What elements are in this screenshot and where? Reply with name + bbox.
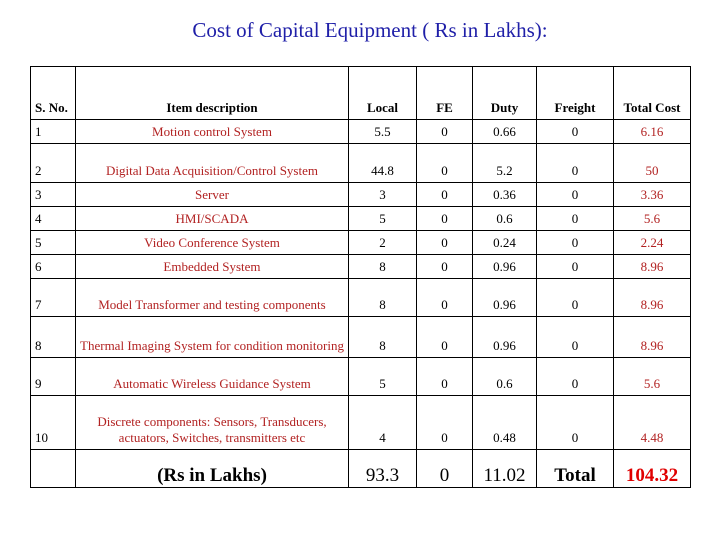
total-total-cost: 104.32 [614,450,691,488]
total-local: 93.3 [349,450,417,488]
cell-total-cost: 50 [614,144,691,183]
cell-total-cost: 2.24 [614,231,691,255]
cell-local: 8 [349,279,417,317]
cell-duty: 0.96 [473,317,537,358]
cell-sno: 6 [31,255,76,279]
cell-local: 3 [349,183,417,207]
header-total-cost: Total Cost [614,67,691,120]
cell-total-cost: 5.6 [614,207,691,231]
header-local: Local [349,67,417,120]
cell-local: 8 [349,255,417,279]
cell-freight: 0 [537,317,614,358]
cell-fe: 0 [417,279,473,317]
cell-total-cost: 3.36 [614,183,691,207]
totals-row [31,450,691,488]
table-row [31,231,691,255]
cell-fe: 0 [417,255,473,279]
cell-local: 4 [349,396,417,450]
cell-sno: 4 [31,207,76,231]
cell-sno: 5 [31,231,76,255]
cell-duty: 0.24 [473,231,537,255]
cell-fe: 0 [417,396,473,450]
cell-item-description: Digital Data Acquisition/Control System [76,144,349,183]
cell-duty: 0.6 [473,207,537,231]
cell-total-cost: 6.16 [614,120,691,144]
cell-item-description: Video Conference System [76,231,349,255]
cell-local: 8 [349,317,417,358]
cell-freight: 0 [537,207,614,231]
table-row [31,207,691,231]
cell-sno: 2 [31,144,76,183]
cell-sno: 3 [31,183,76,207]
cell-sno: 1 [31,120,76,144]
cell-sno: 9 [31,358,76,396]
header-row [31,67,691,120]
cell-item-description: Discrete components: Sensors, Transducers, actuators, Switches, transmitters etc [76,396,349,450]
cell-total-cost: 5.6 [614,358,691,396]
table-row [31,144,691,183]
header-freight: Freight [537,67,614,120]
cell-sno: 7 [31,279,76,317]
header-sno: S. No. [31,67,76,120]
cell-freight: 0 [537,231,614,255]
total-item-description: (Rs in Lakhs) [76,450,349,488]
cell-fe: 0 [417,231,473,255]
cell-freight: 0 [537,358,614,396]
cell-item-description: Model Transformer and testing components [76,279,349,317]
header-duty: Duty [473,67,537,120]
cell-freight: 0 [537,279,614,317]
cell-freight: 0 [537,396,614,450]
table-row [31,120,691,144]
total-sno [31,450,76,488]
cell-item-description: Server [76,183,349,207]
cell-local: 2 [349,231,417,255]
cell-local: 5 [349,358,417,396]
cell-freight: 0 [537,255,614,279]
total-fe: 0 [417,450,473,488]
table-row [31,317,691,358]
cell-total-cost: 4.48 [614,396,691,450]
table-row [31,279,691,317]
table-row [31,396,691,450]
cell-duty: 0.36 [473,183,537,207]
cost-table [30,66,691,488]
cell-duty: 5.2 [473,144,537,183]
cell-duty: 0.66 [473,120,537,144]
cell-fe: 0 [417,183,473,207]
total-freight: Total [537,450,614,488]
cell-duty: 0.48 [473,396,537,450]
cell-sno: 8 [31,317,76,358]
total-duty: 11.02 [473,450,537,488]
cell-item-description: Motion control System [76,120,349,144]
header-item-description: Item description [76,67,349,120]
header-fe: FE [417,67,473,120]
cell-freight: 0 [537,120,614,144]
cell-total-cost: 8.96 [614,317,691,358]
cell-freight: 0 [537,144,614,183]
cell-total-cost: 8.96 [614,255,691,279]
cell-local: 44.8 [349,144,417,183]
table-row [31,255,691,279]
cell-duty: 0.96 [473,255,537,279]
cell-fe: 0 [417,120,473,144]
cell-local: 5.5 [349,120,417,144]
table-row [31,358,691,396]
cell-duty: 0.96 [473,279,537,317]
cell-fe: 0 [417,358,473,396]
cell-duty: 0.6 [473,358,537,396]
cell-local: 5 [349,207,417,231]
page-title: Cost of Capital Equipment ( Rs in Lakhs): [192,18,548,42]
table-row [31,183,691,207]
cell-fe: 0 [417,144,473,183]
cell-sno: 10 [31,396,76,450]
cell-freight: 0 [537,183,614,207]
cell-item-description: HMI/SCADA [76,207,349,231]
cell-item-description: Thermal Imaging System for condition monitoring [76,317,349,358]
cell-fe: 0 [417,317,473,358]
cell-fe: 0 [417,207,473,231]
cell-item-description: Automatic Wireless Guidance System [76,358,349,396]
cell-total-cost: 8.96 [614,279,691,317]
cell-item-description: Embedded System [76,255,349,279]
